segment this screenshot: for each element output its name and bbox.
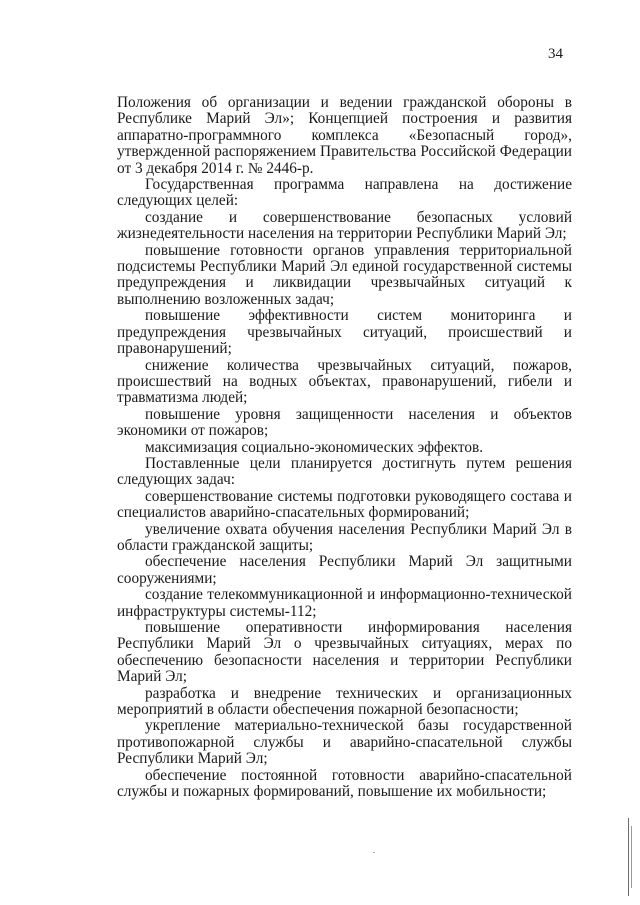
goal-item: повышение уровня защищенности населения и объектов экономики от пожаров; [117,405,572,440]
task-item: создание телекоммуникационной и информационно-технической инфраструктуры системы-112; [117,586,572,620]
task-item: укрепление материально-технической базы государственной противопожарной службы и аварийно-спасательной службы Республики Марий Эл; [117,717,572,768]
goal-item: повышение эффективности систем мониторинга и предупреждения чрезвычайных ситуаций, происшествий и правонарушений; [117,307,572,358]
paragraph-program-intro: Государственная программа направлена на достижение следующих целей: [117,176,572,210]
task-item: разработка и внедрение технических и организационных мероприятий в области обеспечения пожарной безопасности; [117,684,572,719]
task-item: увеличение охвата обучения населения Республики Марий Эл в области гражданской защиты; [117,520,572,554]
scan-edge-mark [628,818,629,896]
goal-item: повышение готовности органов управления территориальной подсистемы Республики Марий Эл единой государственной системы предупреждения и ликвидации чрезвычайных ситуаций к выполнению возложенных задач; [117,241,572,308]
task-item: обеспечение постоянной готовности аварийно-спасательной службы и пожарных формирований, повышение их мобильности; [117,766,572,801]
goal-item: создание и совершенствование безопасных условий жизнедеятельности населения на территории Республики Марий Эл; [117,208,572,243]
task-item: обеспечение населения Республики Марий Эл защитными сооружениями; [117,553,572,587]
scan-edge-mark [631,826,632,888]
goal-item: максимизация социально-экономических эффектов. [145,438,484,456]
document-body [117,95,572,800]
page-number: 34 [548,46,563,62]
goal-item: снижение количества чрезвычайных ситуаций, пожаров, происшествий на водных объектах, правонарушений, гибели и травматизма людей; [117,356,572,407]
scan-speck [373,852,375,853]
paragraph-tasks-intro: Поставленные цели планируется достигнуть путем решения следующих задач: [117,454,572,489]
task-item: повышение оперативности информирования населения Республики Марий Эл о чрезвычайных ситуациях, мерах по обеспечению безопасности населения и территории Республики Марий Эл; [117,619,572,686]
paragraph-continuation: Положения об организации и ведении гражданской обороны в Республике Марий Эл»; Концепцией построения и развития аппаратно-программного комплекса «Безопасный город», утвержденной распоряжением Правительства Российской Федерации от 3 декабря 2014 г. № 2446-р. [117,94,572,177]
task-item: совершенствование системы подготовки руководящего состава и специалистов аварийно-спасательных формирований; [117,487,572,522]
